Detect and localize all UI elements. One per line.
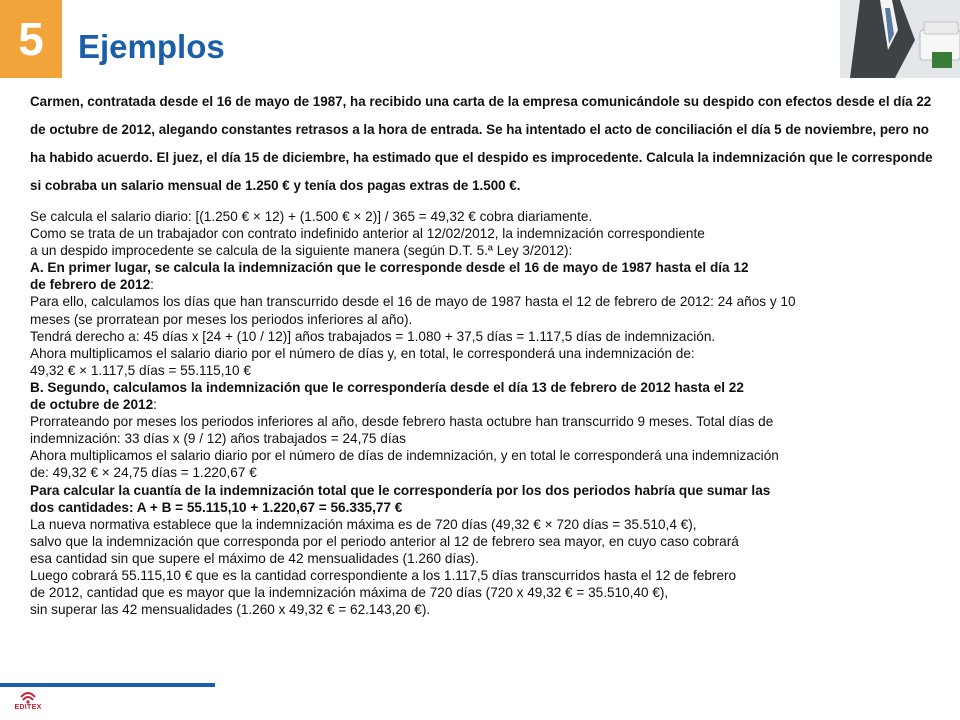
section-b-heading: B. Segundo, calculamos la indemnización que le correspondería desde el día 13 de febrero de 2012 hasta el 22 <box>30 379 744 395</box>
section-b-heading-text2: de octubre de 2012 <box>30 397 154 413</box>
solution-line: meses (se prorratean por meses los periodos inferiores al año). <box>30 311 413 327</box>
solution <box>30 208 940 618</box>
solution-line: Ahora multiplicamos el salario diario por el número de días y, en total, le corresponderá una indemnización de: <box>30 345 695 361</box>
solution-line: Luego cobrará 55.115,10 € que es la cantidad correspondiente a los 1.117,5 días transcurridos hasta el 12 de febrero <box>30 567 737 583</box>
header-photo <box>840 0 960 78</box>
solution-line: sin superar las 42 mensualidades (1.260 x 49,32 € = 62.143,20 €). <box>30 602 431 618</box>
chapter-number: 5 <box>18 13 44 65</box>
title-area <box>62 0 840 78</box>
section-a-heading <box>30 259 940 276</box>
solution-line: indemnización: 33 días x (9 / 12) años trabajados = 24,75 días <box>30 431 406 447</box>
office-worker-photo-icon <box>840 0 960 78</box>
solution-line: de: 49,32 € × 24,75 días = 1.220,67 € <box>30 465 257 481</box>
solution-line: Tendrá derecho a: 45 días x [24 + (10 / 12)] años trabajados = 1.080 + 37,5 días = 1.117,5 días de indemnización. <box>30 328 716 344</box>
solution-line: Ahora multiplicamos el salario diario por el número de días de indemnización, y en total le corresponderá una indemnización <box>30 448 779 464</box>
section-a-heading-text: . En primer lugar, se calcula la indemnización que le corresponde desde el 16 de mayo de 1987 hasta el día 12 <box>39 260 749 276</box>
solution-line: La nueva normativa establece que la indemnización máxima es de 720 días (49,32 € × 720 días = 35.510,4 €), <box>30 516 697 532</box>
page-title: Ejemplos <box>78 28 225 65</box>
solution-line: a un despido improcedente se calcula de la siguiente manera (según D.T. 5.ª Ley 3/2012): <box>30 243 573 259</box>
solution-line: esa cantidad sin que supere el máximo de 42 mensualidades (1.260 días). <box>30 550 479 566</box>
solution-line: Se calcula el salario diario: [(1.250 € × 12) + (1.500 € × 2)] / 365 = 49,32 € cobra diariamente. <box>30 209 593 224</box>
section-b-heading-cont <box>30 396 940 413</box>
editex-logo-icon <box>19 690 37 704</box>
problem-statement: Carmen, contratada desde el 16 de mayo de 1987, ha recibido una carta de la empresa comunicándole su despido con efectos desde el día 22 de octubre de 2012, alegando constantes retrasos a la hora de entrada. Se ha intentado el acto de conciliación el día 5 de noviembre, pero no ha habido acuerdo. El juez, el día 15 de diciembre, ha estimado que el despido es improcedente. Calcula la indemnización que le corresponde si cobraba un salario mensual de 1.250 € y tenía dos pagas extras de 1.500 €. <box>30 94 933 193</box>
section-a-heading-text2: de febrero de 2012 <box>30 277 151 293</box>
editex-logo-text: EDITEX <box>14 704 42 711</box>
section-a-heading-cont <box>30 276 940 293</box>
section-a-colon: : <box>150 277 154 293</box>
editex-logo <box>8 690 48 716</box>
solution-line: Prorrateando por meses los periodos inferiores al año, desde febrero hasta octubre han transcurrido 9 meses. Total días de <box>30 414 774 430</box>
solution-line: Como se trata de un trabajador con contrato indefinido anterior al 12/02/2012, la indemnización correspondiente <box>30 226 705 242</box>
chapter-badge <box>0 0 62 78</box>
content <box>30 88 940 618</box>
total-heading: dos cantidades: A + B = 55.115,10 + 1.220,67 = 56.335,77 € <box>30 499 403 515</box>
section-b-colon: : <box>153 397 157 413</box>
solution-line: Para ello, calculamos los días que han transcurrido desde el 16 de mayo de 1987 hasta el 12 de febrero de 2012: 24 años y 10 <box>30 294 796 310</box>
solution-line: salvo que la indemnización que corresponda por el periodo anterior al 12 de febrero sea mayor, en cuyo caso cobrará <box>30 533 739 549</box>
total-heading: Para calcular la cuantía de la indemnización total que le correspondería por los dos periodos habría que sumar las <box>30 482 771 498</box>
section-a-letter: A <box>30 260 40 276</box>
footer-bar <box>0 683 215 687</box>
solution-line: 49,32 € × 1.117,5 días = 55.115,10 € <box>30 362 251 378</box>
solution-line: de 2012, cantidad que es mayor que la indemnización máxima de 720 días (720 x 49,32 € = 35.510,40 €), <box>30 585 669 601</box>
